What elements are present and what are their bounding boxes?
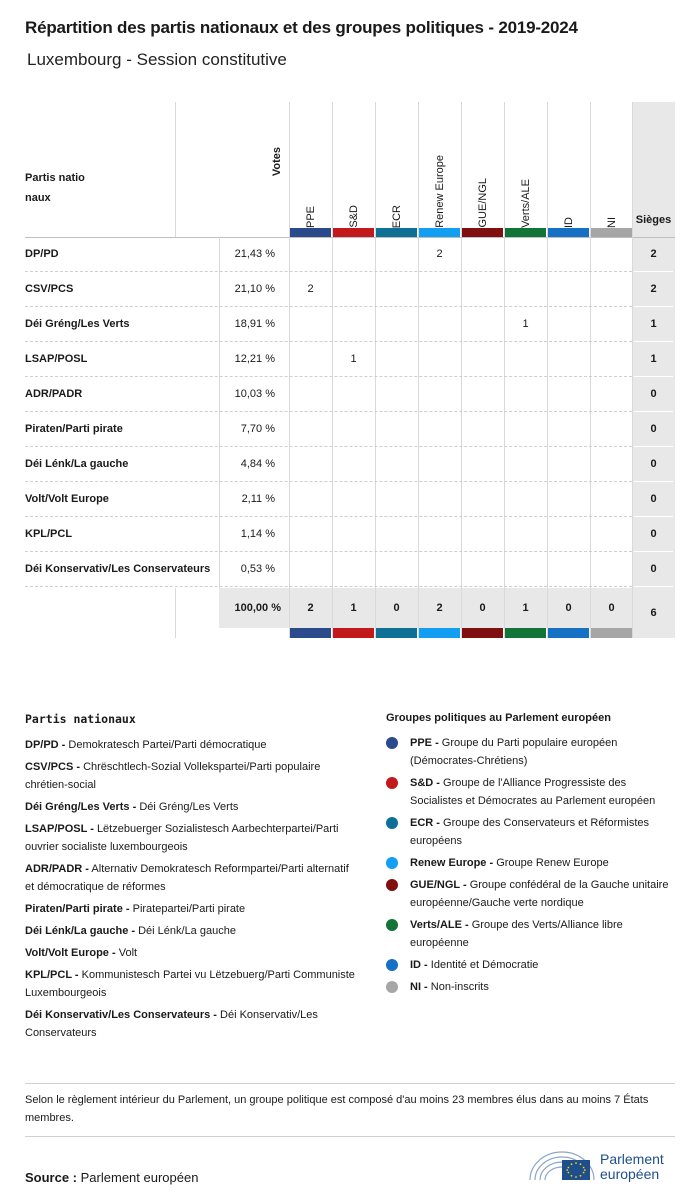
row-party: Déi Konservativ/Les Conservateurs xyxy=(25,563,211,575)
legend-group-abbr: S&D - xyxy=(410,777,440,789)
legend-party-name: Déi Lénk/La gauche xyxy=(138,925,236,937)
source-value: Parlement européen xyxy=(80,1170,199,1185)
row-group-seats xyxy=(332,377,375,412)
row-seats: 1 xyxy=(650,318,657,330)
row-group-seats xyxy=(504,342,547,377)
row-group-seats xyxy=(332,517,375,552)
row-group-seats xyxy=(547,342,590,377)
table-row xyxy=(25,272,675,307)
legend-party-name: Demokratesch Partei/Parti démocratique xyxy=(68,739,267,751)
legend-party-item xyxy=(25,966,360,1002)
header-votes-label: Votes xyxy=(271,146,283,176)
table-row xyxy=(25,482,675,517)
legend-dot-icon xyxy=(386,959,398,971)
row-group-seats xyxy=(332,482,375,517)
source xyxy=(25,1170,198,1185)
row-group-seats xyxy=(332,552,375,587)
legend-party-name: Alternativ Demokratesch Reformpartei/Parti alternatif et démocratique de réformes xyxy=(25,863,349,893)
row-group-seats xyxy=(375,412,418,447)
legend-party-item xyxy=(25,798,360,816)
row-group-seats xyxy=(590,552,633,587)
row-group-seats xyxy=(418,482,461,517)
header-group-label: S&D xyxy=(347,205,360,228)
row-group-seats xyxy=(289,552,332,587)
row-votes: 7,70 % xyxy=(240,423,275,435)
total-seats: 6 xyxy=(650,607,657,619)
row-seats: 0 xyxy=(650,528,657,540)
row-group-seats xyxy=(461,552,504,587)
legend-party-abbr: DP/PD - xyxy=(25,739,66,751)
group-color-bar xyxy=(591,228,632,237)
legend-party-name: Déi Gréng/Les Verts xyxy=(139,801,239,813)
row-group-seats xyxy=(375,447,418,482)
legend-party-item xyxy=(25,922,360,940)
row-group-seats xyxy=(461,447,504,482)
row-group-seats xyxy=(504,517,547,552)
row-group-seats xyxy=(332,237,375,272)
row-group-seats xyxy=(332,307,375,342)
row-votes: 10,03 % xyxy=(234,388,275,400)
row-group-seats xyxy=(547,412,590,447)
legend-party-abbr: LSAP/POSL - xyxy=(25,823,94,835)
legend-party-abbr: ADR/PADR - xyxy=(25,863,89,875)
legend-group-abbr: PPE - xyxy=(410,737,439,749)
legend-party-abbr: KPL/PCL - xyxy=(25,969,79,981)
row-party: Volt/Volt Europe xyxy=(25,493,109,505)
row-group-seats xyxy=(504,237,547,272)
legend-party-name: Volt xyxy=(118,947,138,959)
legend-party-name: Déi Konservativ/Les Conservateurs xyxy=(25,1009,318,1039)
group-color-bar xyxy=(333,228,374,237)
row-group-seats xyxy=(289,307,332,342)
row-party: ADR/PADR xyxy=(25,388,83,400)
row-seats: 1 xyxy=(650,353,657,365)
row-group-seats xyxy=(332,272,375,307)
legend-party-item xyxy=(25,1006,360,1042)
legend-group-abbr: ECR - xyxy=(410,817,440,829)
note-divider-top xyxy=(25,1083,675,1084)
row-votes: 21,10 % xyxy=(234,283,275,295)
row-group-seats xyxy=(289,447,332,482)
header-group-label: ID xyxy=(562,217,575,228)
legend-parties-title: Partis nationaux xyxy=(25,712,136,726)
table-row xyxy=(25,412,675,447)
legend-dot-icon xyxy=(386,879,398,891)
row-group-seats xyxy=(461,272,504,307)
row-group-seats xyxy=(461,412,504,447)
row-group-seats xyxy=(504,447,547,482)
table-row xyxy=(25,517,675,552)
column-divider xyxy=(175,102,176,237)
header-group-label: ECR xyxy=(390,204,403,228)
page-subtitle: Luxembourg - Session constitutive xyxy=(27,50,287,69)
row-group-seats xyxy=(375,342,418,377)
european-parliament-logo-icon xyxy=(528,1146,596,1186)
header-group-7 xyxy=(590,102,633,228)
legend-group-name: Groupe des Conservateurs et Réformistes européens xyxy=(410,817,650,847)
header-seats: Sièges xyxy=(635,214,672,226)
legend-group-abbr: GUE/NGL - xyxy=(410,879,467,891)
header-group-2 xyxy=(375,102,418,228)
legend-party-name: Kommunistesch Partei vu Lëtzebuerg/Parti Communiste Luxembourgeois xyxy=(25,969,355,999)
legend-group-abbr: Renew Europe - xyxy=(410,857,494,869)
row-seats: 0 xyxy=(650,423,657,435)
total-color-bar xyxy=(591,628,632,638)
row-group-seats xyxy=(590,482,633,517)
row-group-seats xyxy=(590,517,633,552)
header-group-1 xyxy=(332,102,375,228)
row-group-seats xyxy=(547,377,590,412)
legend-group-item xyxy=(386,916,676,952)
header-group-label: Verts/ALE xyxy=(519,179,532,228)
total-color-bar xyxy=(419,628,460,638)
row-group-seats xyxy=(461,377,504,412)
row-group-seats xyxy=(590,237,633,272)
row-group-seats xyxy=(418,307,461,342)
legend-dot-icon xyxy=(386,737,398,749)
legend-group-name: Groupe des Verts/Alliance libre européenne xyxy=(410,919,623,949)
row-party: CSV/PCS xyxy=(25,283,74,295)
header-group-label: NI xyxy=(605,217,618,228)
row-group-seats: 1 xyxy=(350,353,357,365)
row-group-seats xyxy=(547,447,590,482)
group-color-bar xyxy=(419,228,460,237)
total-color-bar xyxy=(290,628,331,638)
total-group-seats: 0 xyxy=(393,602,400,614)
legend-group-name: Non-inscrits xyxy=(430,981,489,993)
logo-text xyxy=(600,1152,664,1182)
total-group-seats: 1 xyxy=(522,602,529,614)
logo-line2: européen xyxy=(600,1166,660,1182)
footnote: Selon le règlement intérieur du Parlement, un groupe politique est composé d'au moins 23 membres élus dans au moins 7 États membres. xyxy=(25,1094,649,1124)
total-group-seats: 2 xyxy=(307,602,314,614)
row-group-seats xyxy=(375,377,418,412)
row-group-seats xyxy=(590,342,633,377)
note-divider-bottom xyxy=(25,1136,675,1137)
legend-dot-icon xyxy=(386,857,398,869)
legend-group-item xyxy=(386,814,676,850)
legend-groups xyxy=(386,712,676,1000)
page-title: Répartition des partis nationaux et des groupes politiques - 2019-2024 xyxy=(25,18,578,37)
legend-party-name: Chrëschtlech-Sozial Vollekspartei/Parti populaire chrétien-social xyxy=(25,761,321,791)
legend-party-item xyxy=(25,758,360,794)
row-group-seats xyxy=(590,272,633,307)
legend-group-item xyxy=(386,734,676,770)
row-group-seats xyxy=(504,272,547,307)
legend-party-abbr: Volt/Volt Europe - xyxy=(25,947,116,959)
row-group-seats xyxy=(289,412,332,447)
row-group-seats xyxy=(590,412,633,447)
header-votes xyxy=(219,102,289,236)
legend-party-item xyxy=(25,736,360,754)
row-seats: 0 xyxy=(650,458,657,470)
row-group-seats xyxy=(375,307,418,342)
table-row xyxy=(25,377,675,412)
header-group-4 xyxy=(461,102,504,228)
row-seats: 2 xyxy=(650,248,657,260)
legend-group-item xyxy=(386,956,676,974)
legend-group-name: Identité et Démocratie xyxy=(430,959,539,971)
row-seats: 0 xyxy=(650,493,657,505)
legend-dot-icon xyxy=(386,919,398,931)
group-color-bar xyxy=(505,228,546,237)
row-group-seats xyxy=(504,377,547,412)
row-group-seats xyxy=(418,447,461,482)
legend-group-abbr: Verts/ALE - xyxy=(410,919,469,931)
row-group-seats xyxy=(504,412,547,447)
group-color-bar xyxy=(376,228,417,237)
row-votes: 18,91 % xyxy=(234,318,275,330)
total-color-bar xyxy=(333,628,374,638)
legend-group-item xyxy=(386,876,676,912)
row-party: KPL/PCL xyxy=(25,528,73,540)
header-group-5 xyxy=(504,102,547,228)
legend-party-abbr: CSV/PCS - xyxy=(25,761,81,773)
row-group-seats xyxy=(375,552,418,587)
row-group-seats xyxy=(547,307,590,342)
legend-group-item xyxy=(386,854,676,872)
column-divider xyxy=(175,588,176,638)
row-group-seats xyxy=(289,377,332,412)
header-group-label: PPE xyxy=(304,205,317,228)
legend-group-item xyxy=(386,978,676,996)
row-votes: 2,11 % xyxy=(241,493,275,505)
row-group-seats xyxy=(332,447,375,482)
results-table xyxy=(25,102,675,638)
row-group-seats: 1 xyxy=(522,318,529,330)
row-group-seats xyxy=(375,482,418,517)
row-group-seats xyxy=(418,272,461,307)
row-seats: 2 xyxy=(650,283,657,295)
legend-dot-icon xyxy=(386,777,398,789)
legend-party-item xyxy=(25,900,360,918)
table-row xyxy=(25,237,675,272)
total-group-seats: 0 xyxy=(608,602,615,614)
total-group-seats: 2 xyxy=(436,602,443,614)
table-row xyxy=(25,307,675,342)
header-group-3 xyxy=(418,102,461,228)
legend-dot-icon xyxy=(386,981,398,993)
header-group-label: GUE/NGL xyxy=(476,178,489,228)
table-row xyxy=(25,342,675,377)
row-votes: 21,43 % xyxy=(234,248,275,260)
legend-groups-title: Groupes politiques au Parlement européen xyxy=(386,712,611,724)
legend-group-name: Groupe du Parti populaire européen (Démocrates-Chrétiens) xyxy=(410,737,618,767)
row-party: Piraten/Parti pirate xyxy=(25,423,123,435)
row-group-seats xyxy=(504,552,547,587)
legend-party-item xyxy=(25,860,360,896)
row-group-seats xyxy=(590,377,633,412)
total-votes: 100,00 % xyxy=(234,602,281,614)
european-parliament-logo xyxy=(528,1146,678,1186)
row-group-seats xyxy=(375,517,418,552)
header-group-6 xyxy=(547,102,590,228)
legend-party-abbr: Déi Gréng/Les Verts - xyxy=(25,801,137,813)
row-group-seats xyxy=(289,237,332,272)
row-group-seats xyxy=(461,307,504,342)
header-partis: Partis nationaux xyxy=(25,172,85,204)
row-group-seats xyxy=(547,517,590,552)
legend-parties xyxy=(25,712,360,1046)
legend-group-name: Groupe Renew Europe xyxy=(496,857,609,869)
legend-party-item xyxy=(25,944,360,962)
row-group-seats xyxy=(547,552,590,587)
legend-group-abbr: ID - xyxy=(410,959,428,971)
row-group-seats xyxy=(375,272,418,307)
row-group-seats xyxy=(418,342,461,377)
row-votes: 1,14 % xyxy=(240,528,275,540)
row-group-seats: 2 xyxy=(436,248,443,260)
header-group-0 xyxy=(289,102,332,228)
legend-party-item xyxy=(25,820,360,856)
row-group-seats: 2 xyxy=(307,283,314,295)
legend-group-name: Groupe confédéral de la Gauche unitaire européenne/Gauche verte nordique xyxy=(410,879,669,909)
legend-party-abbr: Déi Konservativ/Les Conservateurs - xyxy=(25,1009,217,1021)
total-color-bar xyxy=(505,628,546,638)
row-seats: 0 xyxy=(650,388,657,400)
total-group-seats: 1 xyxy=(350,602,357,614)
table-row xyxy=(25,447,675,482)
row-group-seats xyxy=(547,482,590,517)
row-group-seats xyxy=(504,482,547,517)
total-color-bar xyxy=(548,628,589,638)
row-party: LSAP/POSL xyxy=(25,353,88,365)
row-group-seats xyxy=(461,517,504,552)
row-party: Déi Gréng/Les Verts xyxy=(25,318,130,330)
source-label: Source : xyxy=(25,1170,78,1185)
row-party: Déi Lénk/La gauche xyxy=(25,458,129,470)
row-group-seats xyxy=(547,272,590,307)
group-color-bar xyxy=(290,228,331,237)
legend-group-item xyxy=(386,774,676,810)
legend-party-abbr: Déi Lénk/La gauche - xyxy=(25,925,136,937)
row-group-seats xyxy=(590,447,633,482)
row-votes: 12,21 % xyxy=(234,353,275,365)
total-color-bar xyxy=(376,628,417,638)
row-group-seats xyxy=(289,342,332,377)
logo-line1: Parlement xyxy=(600,1151,664,1167)
total-group-seats: 0 xyxy=(565,602,572,614)
row-group-seats xyxy=(289,482,332,517)
legend-party-abbr: Piraten/Parti pirate - xyxy=(25,903,130,915)
row-group-seats xyxy=(289,517,332,552)
row-votes: 0,53 % xyxy=(240,563,275,575)
legend-dot-icon xyxy=(386,817,398,829)
group-color-bar xyxy=(548,228,589,237)
legend-party-name: Lëtzebuerger Sozialistesch Aarbechterpartei/Parti ouvrier socialiste luxembourgeois xyxy=(25,823,339,853)
row-votes: 4,84 % xyxy=(240,458,275,470)
row-party: DP/PD xyxy=(25,248,59,260)
legend-group-abbr: NI - xyxy=(410,981,428,993)
row-group-seats xyxy=(461,237,504,272)
table-row xyxy=(25,552,675,587)
row-group-seats xyxy=(418,377,461,412)
row-group-seats xyxy=(375,237,418,272)
legend-party-name: Piratepartei/Parti pirate xyxy=(132,903,246,915)
row-seats: 0 xyxy=(650,563,657,575)
total-color-bar xyxy=(462,628,503,638)
row-group-seats xyxy=(418,517,461,552)
total-group-seats: 0 xyxy=(479,602,486,614)
header-group-label: Renew Europe xyxy=(433,155,446,228)
row-group-seats xyxy=(590,307,633,342)
group-color-bar xyxy=(462,228,503,237)
row-group-seats xyxy=(418,552,461,587)
row-group-seats xyxy=(547,237,590,272)
row-group-seats xyxy=(461,342,504,377)
row-group-seats xyxy=(461,482,504,517)
row-group-seats xyxy=(332,412,375,447)
row-group-seats xyxy=(418,412,461,447)
legend-group-name: Groupe de l'Alliance Progressiste des Socialistes et Démocrates au Parlement européen xyxy=(410,777,656,807)
